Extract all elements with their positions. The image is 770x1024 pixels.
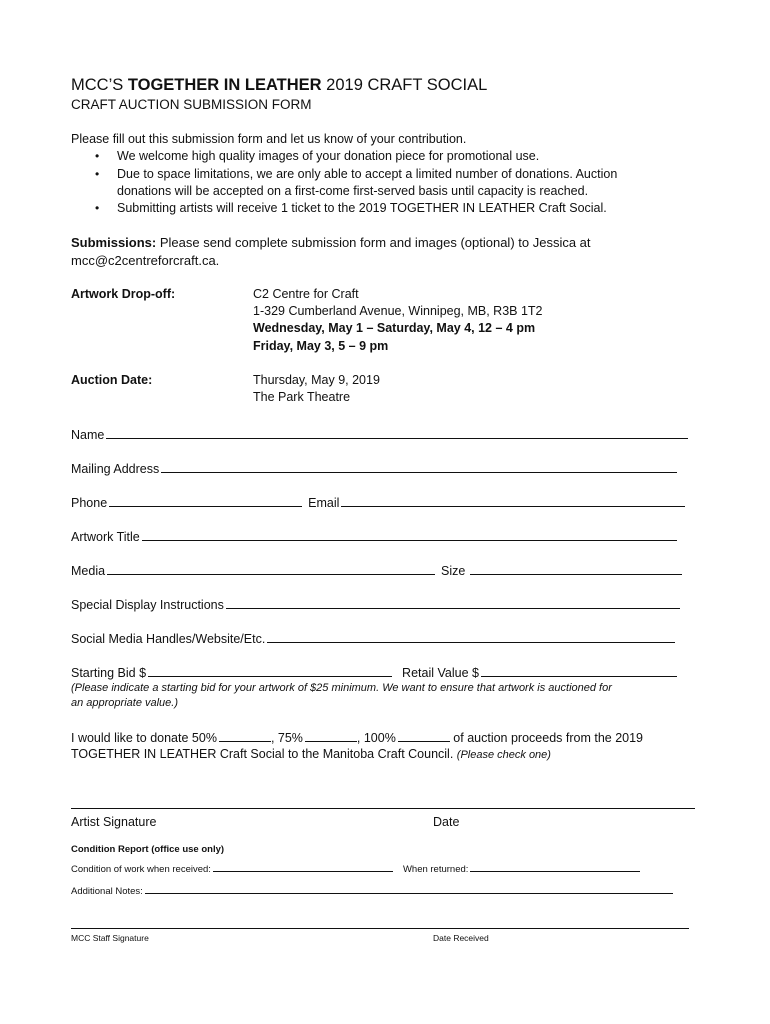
submissions-email[interactable]: mcc@c2centreforcraft.ca. xyxy=(71,253,220,268)
bullet-2-cont: donations will be accepted on a first-come first-served basis until capacity is reached. xyxy=(117,184,589,198)
title-suffix: 2019 CRAFT SOCIAL xyxy=(321,76,488,94)
donate-50-input[interactable] xyxy=(219,729,271,742)
submissions-line xyxy=(71,234,591,251)
dropoff-line-4: Friday, May 3, 5 – 9 pm xyxy=(253,339,389,353)
phone-input[interactable] xyxy=(109,494,302,507)
bullet-2: • Due to space limitations, we are only able to accept a limited number of donations. Auction xyxy=(117,166,617,183)
bullet-3: • Submitting artists will receive 1 ticket to the 2019 TOGETHER IN LEATHER Craft Social. xyxy=(117,200,607,217)
auction-label: Auction Date: xyxy=(71,373,153,387)
starting-bid-label: Starting Bid $ xyxy=(71,666,147,680)
donate-text-d: of auction proceeds from the 2019 xyxy=(449,731,644,745)
form-subtitle: CRAFT AUCTION SUBMISSION FORM xyxy=(71,97,312,112)
donate-line-2 xyxy=(71,746,551,764)
dropoff-line-1: C2 Centre for Craft xyxy=(253,287,359,301)
condition-received-field xyxy=(71,862,640,875)
size-input[interactable] xyxy=(470,562,682,575)
bid-field xyxy=(71,664,677,682)
title-bold: TOGETHER IN LEATHER xyxy=(127,76,322,94)
date-received-label: Date Received xyxy=(433,933,489,943)
bullet-1: • We welcome high quality images of your donation piece for promotional use. xyxy=(117,148,539,165)
starting-bid-input[interactable] xyxy=(148,664,392,677)
social-input[interactable] xyxy=(267,630,675,643)
mailing-field xyxy=(71,460,677,478)
media-size-field xyxy=(71,562,682,580)
name-field xyxy=(71,426,688,444)
submissions-text: Please send complete submission form and images (optional) to Jessica at xyxy=(156,235,591,250)
media-label: Media xyxy=(71,564,106,578)
name-input[interactable] xyxy=(106,426,688,439)
donate-100-input[interactable] xyxy=(398,729,450,742)
staff-signature-line[interactable] xyxy=(71,928,689,929)
mailing-label: Mailing Address xyxy=(71,462,160,476)
special-label: Special Display Instructions xyxy=(71,598,224,612)
email-input[interactable] xyxy=(341,494,685,507)
artwork-title-label: Artwork Title xyxy=(71,530,140,544)
signature-line[interactable] xyxy=(71,808,695,809)
artwork-title-field xyxy=(71,528,677,546)
bid-note-2: an appropriate value.) xyxy=(71,697,179,709)
dropoff-line-2: 1-329 Cumberland Avenue, Winnipeg, MB, R3B 1T2 xyxy=(253,304,543,318)
media-input[interactable] xyxy=(107,562,435,575)
intro-text: Please fill out this submission form and let us know of your contribution. xyxy=(71,132,467,146)
name-label: Name xyxy=(71,428,105,442)
form-title xyxy=(71,76,487,95)
signature-date-label: Date xyxy=(433,815,460,829)
condition-received-input[interactable] xyxy=(213,862,393,872)
artist-signature-label: Artist Signature xyxy=(71,815,157,829)
social-field xyxy=(71,630,675,648)
phone-email-field xyxy=(71,494,685,512)
staff-signature-label: MCC Staff Signature xyxy=(71,933,149,943)
returned-label: When returned: xyxy=(402,864,469,875)
dropoff-label: Artwork Drop-off: xyxy=(71,287,176,301)
donate-text-a: I would like to donate 50% xyxy=(71,731,217,745)
condition-received-label: Condition of work when received: xyxy=(71,864,211,875)
mailing-input[interactable] xyxy=(161,460,677,473)
size-label: Size xyxy=(441,564,466,578)
donate-text-c: , 100% xyxy=(356,731,396,745)
condition-heading: Condition Report (office use only) xyxy=(71,844,225,855)
artwork-title-input[interactable] xyxy=(142,528,677,541)
special-field xyxy=(71,596,680,614)
auction-line-1: Thursday, May 9, 2019 xyxy=(253,373,380,387)
donate-75-input[interactable] xyxy=(305,729,357,742)
submissions-label: Submissions: xyxy=(71,235,157,250)
notes-label: Additional Notes: xyxy=(71,886,143,897)
phone-label: Phone xyxy=(71,496,108,510)
email-label: Email xyxy=(308,496,340,510)
title-prefix: MCC’S xyxy=(71,76,128,94)
returned-input[interactable] xyxy=(470,862,640,872)
donate-text-b: , 75% xyxy=(270,731,303,745)
notes-field xyxy=(71,884,673,897)
donate-line2-text: TOGETHER IN LEATHER Craft Social to the Manitoba Craft Council. xyxy=(71,747,454,761)
donate-note: (Please check one) xyxy=(456,749,551,761)
retail-input[interactable] xyxy=(481,664,677,677)
dropoff-line-3: Wednesday, May 1 – Saturday, May 4, 12 – 4 pm xyxy=(253,321,536,335)
bid-note-1: (Please indicate a starting bid for your artwork of $25 minimum. We want to ensure that artwork is auctioned for xyxy=(71,682,612,694)
notes-input[interactable] xyxy=(145,884,673,894)
donate-line-1 xyxy=(71,729,643,747)
retail-label: Retail Value $ xyxy=(402,666,479,680)
social-label: Social Media Handles/Website/Etc. xyxy=(71,632,266,646)
special-input[interactable] xyxy=(226,596,680,609)
auction-line-2: The Park Theatre xyxy=(253,390,351,404)
